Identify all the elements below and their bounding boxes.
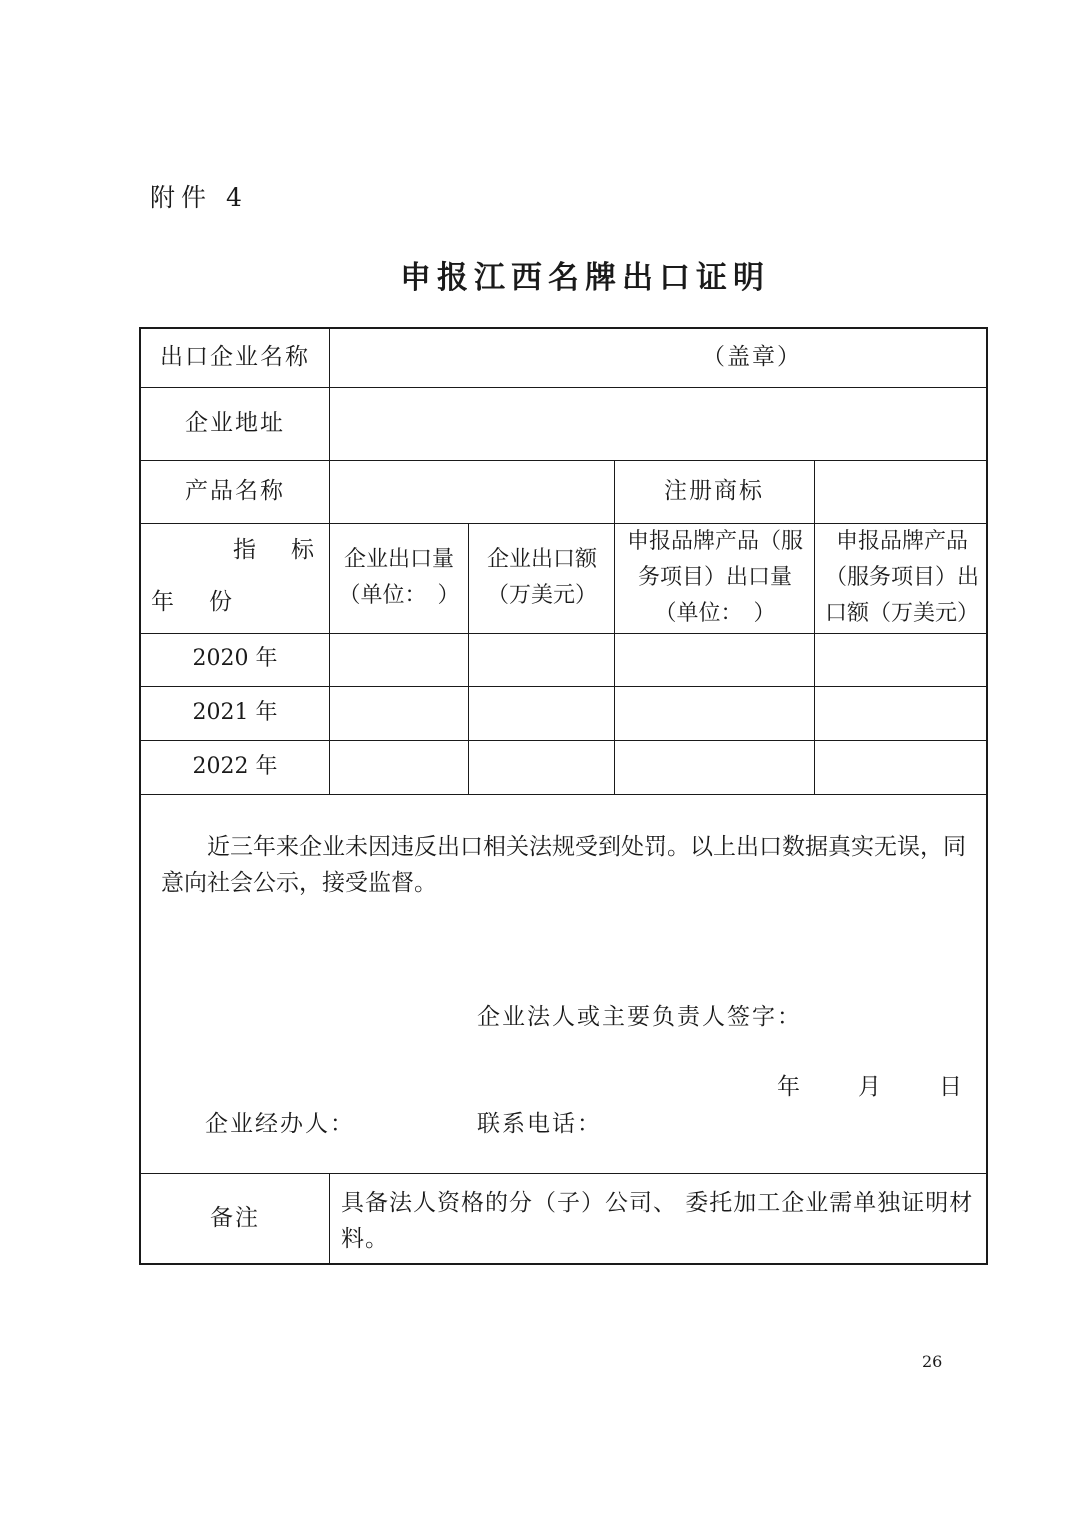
phone-label: 联系电话： bbox=[477, 1111, 602, 1137]
page-number: 26 bbox=[922, 1352, 943, 1371]
product-name-field[interactable] bbox=[330, 461, 614, 523]
handler-label: 企业经办人： bbox=[205, 1111, 355, 1137]
remarks-label: 备注 bbox=[210, 1205, 260, 1232]
date-label: 年 月 日 bbox=[777, 1074, 966, 1100]
company-name-label: 出口企业名称 bbox=[160, 344, 310, 371]
column-header: 企业出口额（万美元） bbox=[486, 547, 597, 608]
address-field[interactable] bbox=[330, 388, 986, 460]
year-row-label: 2021 年 bbox=[192, 699, 278, 725]
trademark-field[interactable] bbox=[815, 461, 986, 523]
year-label: 年 份 bbox=[151, 589, 238, 615]
column-divider bbox=[329, 1173, 330, 1265]
column-header: 企业出口量（单位： ） bbox=[338, 547, 460, 608]
column-header: 申报品牌产品（服务项目）出口量（单位： ） bbox=[626, 529, 803, 626]
document-title: 申报江西名牌出口证明 bbox=[400, 260, 770, 296]
product-name-label: 产品名称 bbox=[185, 477, 285, 504]
attachment-label: 附件 4 bbox=[150, 183, 248, 212]
trademark-label: 注册商标 bbox=[664, 477, 764, 504]
address-label: 企业地址 bbox=[185, 409, 285, 436]
column-divider bbox=[468, 523, 469, 794]
signature-label: 企业法人或主要负责人签字： bbox=[477, 1004, 802, 1030]
year-row-label: 2020 年 bbox=[192, 646, 278, 672]
declaration-text: 近三年来企业未因违反出口相关法规受到处罚。以上出口数据真实无误，同意向社会公示，接受监督。 bbox=[161, 834, 966, 896]
indicator-label: 指 标 bbox=[233, 537, 320, 563]
company-seal-field[interactable]: （盖章） bbox=[702, 344, 802, 371]
row-divider bbox=[141, 794, 986, 795]
column-header: 申报品牌产品（服务项目）出口额（万美元） bbox=[824, 529, 979, 626]
remarks-text: 具备法人资格的分（子）公司、 委托加工企业需单独证明材料。 bbox=[341, 1190, 974, 1252]
year-row-label: 2022 年 bbox=[192, 753, 278, 779]
certificate-form bbox=[139, 327, 988, 1265]
